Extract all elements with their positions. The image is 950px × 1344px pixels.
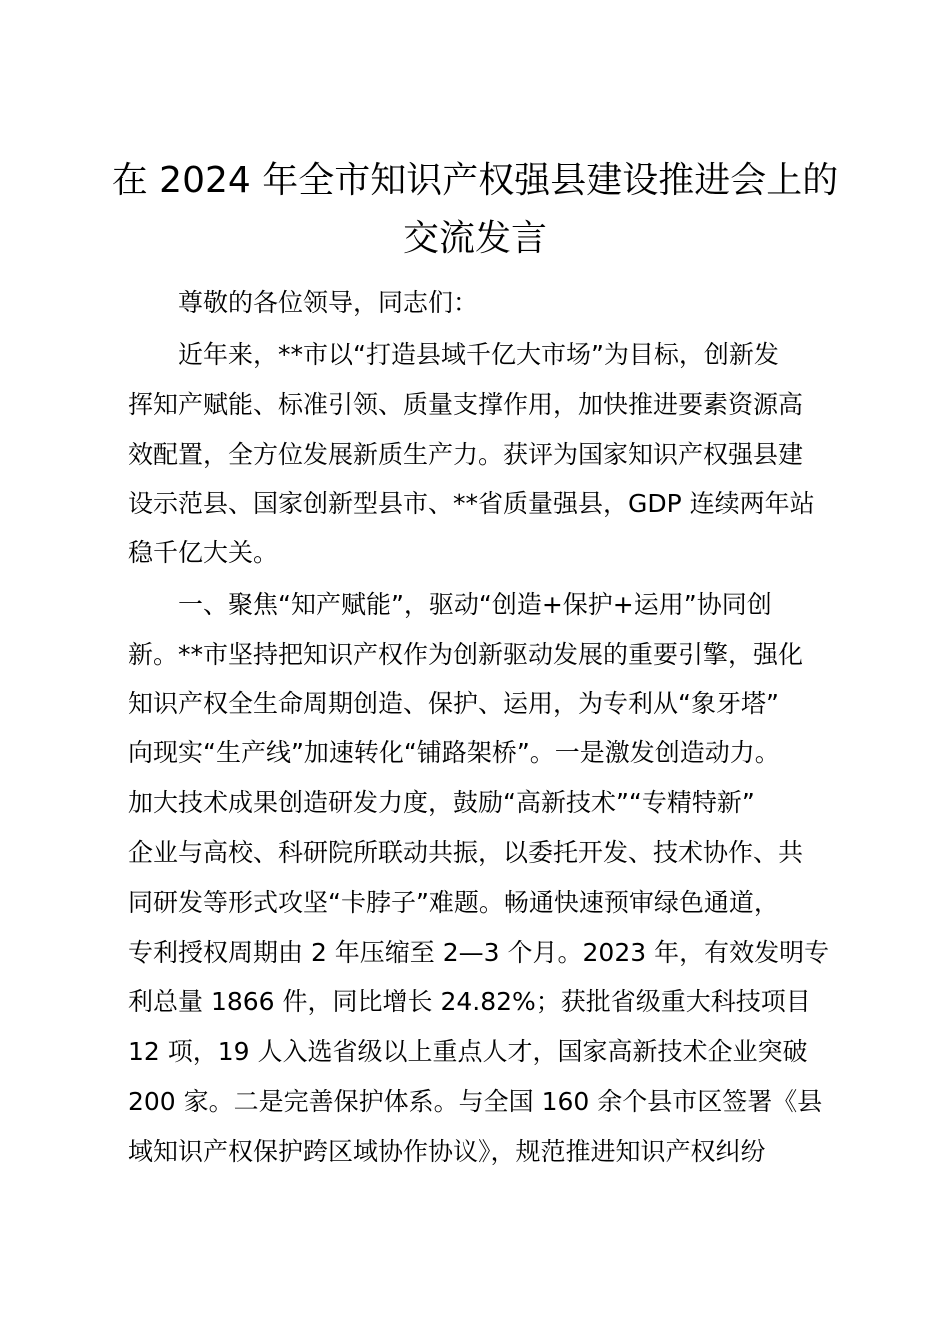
title-line-2: 交流发言 — [402, 218, 547, 259]
paragraph-line: 效配置，全方位发展新质生产力。获评为国家知识产权强县建 — [128, 440, 804, 469]
greeting: 尊敬的各位领导，同志们： — [178, 288, 479, 317]
paragraph-line: 设示范县、国家创新型县市、**省质量强县，GDP 连续两年站 — [128, 489, 815, 518]
paragraph-line: 稳千亿大关。 — [128, 538, 279, 567]
paragraph-line: 知识产权全生命周期创造、保护、运用，为专利从“象牙塔” — [128, 689, 779, 718]
paragraph-line: 企业与高校、科研院所联动共振，以委托开发、技术协作、共 — [128, 838, 804, 867]
paragraph-line: 同研发等形式攻坚“卡脖子”难题。畅通快速预审绿色通道， — [128, 888, 779, 917]
paragraph-line: 近年来，**市以“打造县域千亿大市场”为目标，创新发 — [178, 340, 779, 369]
document-title — [100, 152, 850, 268]
paragraph-line: 200 家。二是完善保护体系。与全国 160 余个县市区签署《县 — [128, 1087, 823, 1116]
paragraph-line: 12 项，19 人入选省级以上重点人才，国家高新技术企业突破 — [128, 1037, 808, 1066]
paragraph-line: 加大技术成果创造研发力度，鼓励“高新技术”“专精特新” — [128, 788, 755, 817]
paragraph-line: 一、聚焦“知产赋能”，驱动“创造+保护+运用”协同创 — [178, 590, 772, 619]
paragraph-line: 新。**市坚持把知识产权作为创新驱动发展的重要引擎，强化 — [128, 640, 804, 669]
paragraph-line: 挥知产赋能、标准引领、质量支撑作用，加快推进要素资源高 — [128, 390, 804, 419]
paragraph-line: 域知识产权保护跨区域协作协议》，规范推进知识产权纠纷 — [128, 1137, 766, 1166]
title-line-1: 在 2024 年全市知识产权强县建设推进会上的 — [111, 160, 839, 201]
paragraph-line: 利总量 1866 件，同比增长 24.82%；获批省级重大科技项目 — [128, 987, 811, 1016]
paragraph-line: 向现实“生产线”加速转化“铺路架桥”。一是激发创造动力。 — [128, 738, 780, 767]
paragraph-line: 专利授权周期由 2 年压缩至 2—3 个月。2023 年，有效发明专 — [128, 938, 830, 967]
